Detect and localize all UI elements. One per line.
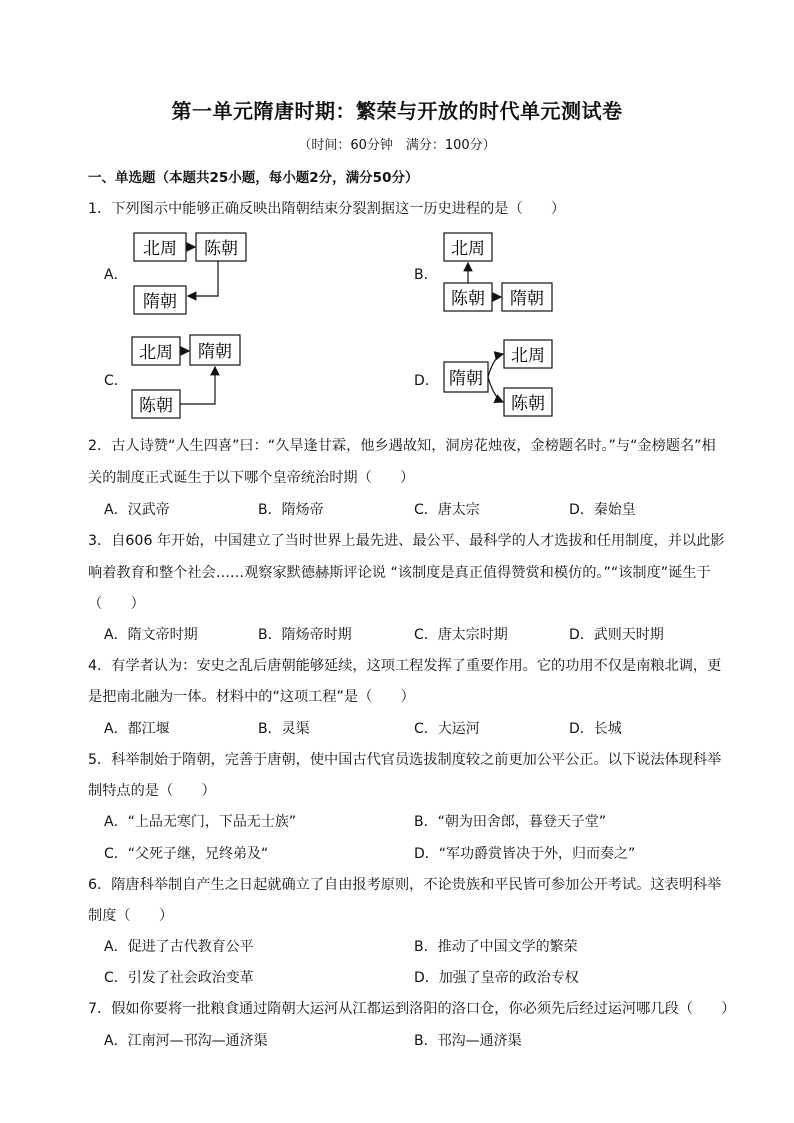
q1-option-d-label: D．	[414, 373, 439, 389]
q5-option-a: A．“上品无寒门，下品无士族”	[104, 814, 297, 830]
q2-option-b: B．隋炀帝	[258, 502, 324, 518]
q7-option-a: A．江南河—邗沟—通济渠	[104, 1033, 268, 1049]
question-2-line-1: 2．古人诗赞“人生四喜”曰：“久旱逢甘霖，他乡遇故知，洞房花烛夜，金榜题名时。”与“金榜题名”相	[88, 438, 716, 454]
question-4-line-1: 4．有学者认为：安史之乱后唐朝能够延续，这项工程发挥了重要作用。它的功用不仅是南粮北调，更	[88, 658, 722, 674]
node-chenchao: 陈朝	[204, 239, 238, 259]
question-7-line-1: 7．假如你要将一批粮食通过隋朝大运河从江都运到洛阳的洛口仓，你必须先后经过运河哪几段（ ）	[88, 1001, 736, 1017]
node-suichao: 隋朝	[449, 369, 483, 389]
q4-option-d: D．长城	[569, 721, 622, 737]
question-4-line-2: 是把南北融为一体。材料中的“这项工程”是（ ）	[88, 689, 415, 705]
q1-diagram-c	[128, 332, 248, 422]
q1-option-b-label: B．	[414, 267, 438, 283]
node-suichao: 隋朝	[510, 289, 544, 309]
question-1-text: 1．下列图示中能够正确反映出隋朝结束分裂割据这一历史进程的是（ ）	[88, 201, 566, 217]
node-suichao: 隋朝	[143, 292, 177, 312]
q6-option-a: A．促进了古代教育公平	[104, 939, 254, 955]
node-suichao: 隋朝	[198, 342, 232, 362]
q6-option-d: D．加强了皇帝的政治专权	[414, 970, 579, 986]
node-chenchao: 陈朝	[511, 394, 545, 414]
q1-diagram-b	[438, 228, 558, 316]
node-beizhou: 北周	[451, 239, 485, 259]
q6-option-c: C．引发了社会政治变革	[104, 970, 254, 986]
node-beizhou: 北周	[139, 343, 173, 363]
question-6-line-2: 制度（ ）	[88, 908, 174, 924]
section-heading: 一、单选题（本题共25小题，每小题2分，满分50分）	[88, 170, 419, 186]
q3-option-d: D．武则天时期	[569, 627, 664, 643]
q3-option-a: A．隋文帝时期	[104, 627, 198, 643]
q2-option-d: D．秦始皇	[569, 502, 636, 518]
q2-option-c: C．唐太宗	[414, 502, 480, 518]
q6-option-b: B．推动了中国文学的繁荣	[414, 939, 578, 955]
node-beizhou: 北周	[143, 239, 177, 259]
q1-diagram-a	[128, 228, 258, 320]
q1-option-a-label: A．	[104, 267, 128, 283]
q1-option-c-label: C．	[104, 373, 128, 389]
q5-option-b: B．“朝为田舍郎，暮登天子堂”	[414, 814, 607, 830]
q4-option-b: B．灵渠	[258, 721, 310, 737]
node-chenchao: 陈朝	[451, 289, 485, 309]
question-2-line-2: 关的制度正式诞生于以下哪个皇帝统治时期（ ）	[88, 470, 415, 486]
q1-diagram-d	[440, 336, 560, 420]
question-6-line-1: 6．隋唐科举制自产生之日起就确立了自由报考原则，不论贵族和平民皆可参加公开考试。这表明科举	[88, 877, 722, 893]
node-beizhou: 北周	[511, 346, 545, 366]
q5-option-d: D．“军功爵赏皆决于外，归而奏之”	[414, 846, 636, 862]
q4-option-a: A．都江堰	[104, 721, 170, 737]
q2-option-a: A．汉武帝	[104, 502, 170, 518]
q4-option-c: C．大运河	[414, 721, 480, 737]
q7-option-b: B．邗沟—通济渠	[414, 1033, 522, 1049]
q3-option-b: B．隋炀帝时期	[258, 627, 352, 643]
question-3-line-2: 响着教育和整个社会……观察家默德赫斯评论说 “该制度是真正值得赞赏和模仿的。”“该制度”诞生于	[88, 565, 711, 581]
q5-option-c: C．“父死子继，兄终弟及“	[104, 846, 269, 862]
page-title: 第一单元隋唐时期：繁荣与开放的时代单元测试卷	[171, 99, 623, 123]
question-3-line-1: 3．自606 年开始，中国建立了当时世界上最先进、最公平、最科学的人才选拔和任用制度，并以此影	[88, 533, 725, 549]
exam-info: （时间：60分钟 满分：100分）	[298, 138, 496, 153]
q3-option-c: C．唐太宗时期	[414, 627, 508, 643]
node-chenchao: 陈朝	[139, 396, 173, 416]
question-5-line-1: 5．科举制始于隋朝，完善于唐朝，使中国古代官员选拔制度较之前更加公平公正。以下说法体现科举	[88, 752, 722, 768]
question-5-line-2: 制特点的是（ ）	[88, 783, 216, 799]
question-3-line-3: （ ）	[88, 596, 145, 612]
